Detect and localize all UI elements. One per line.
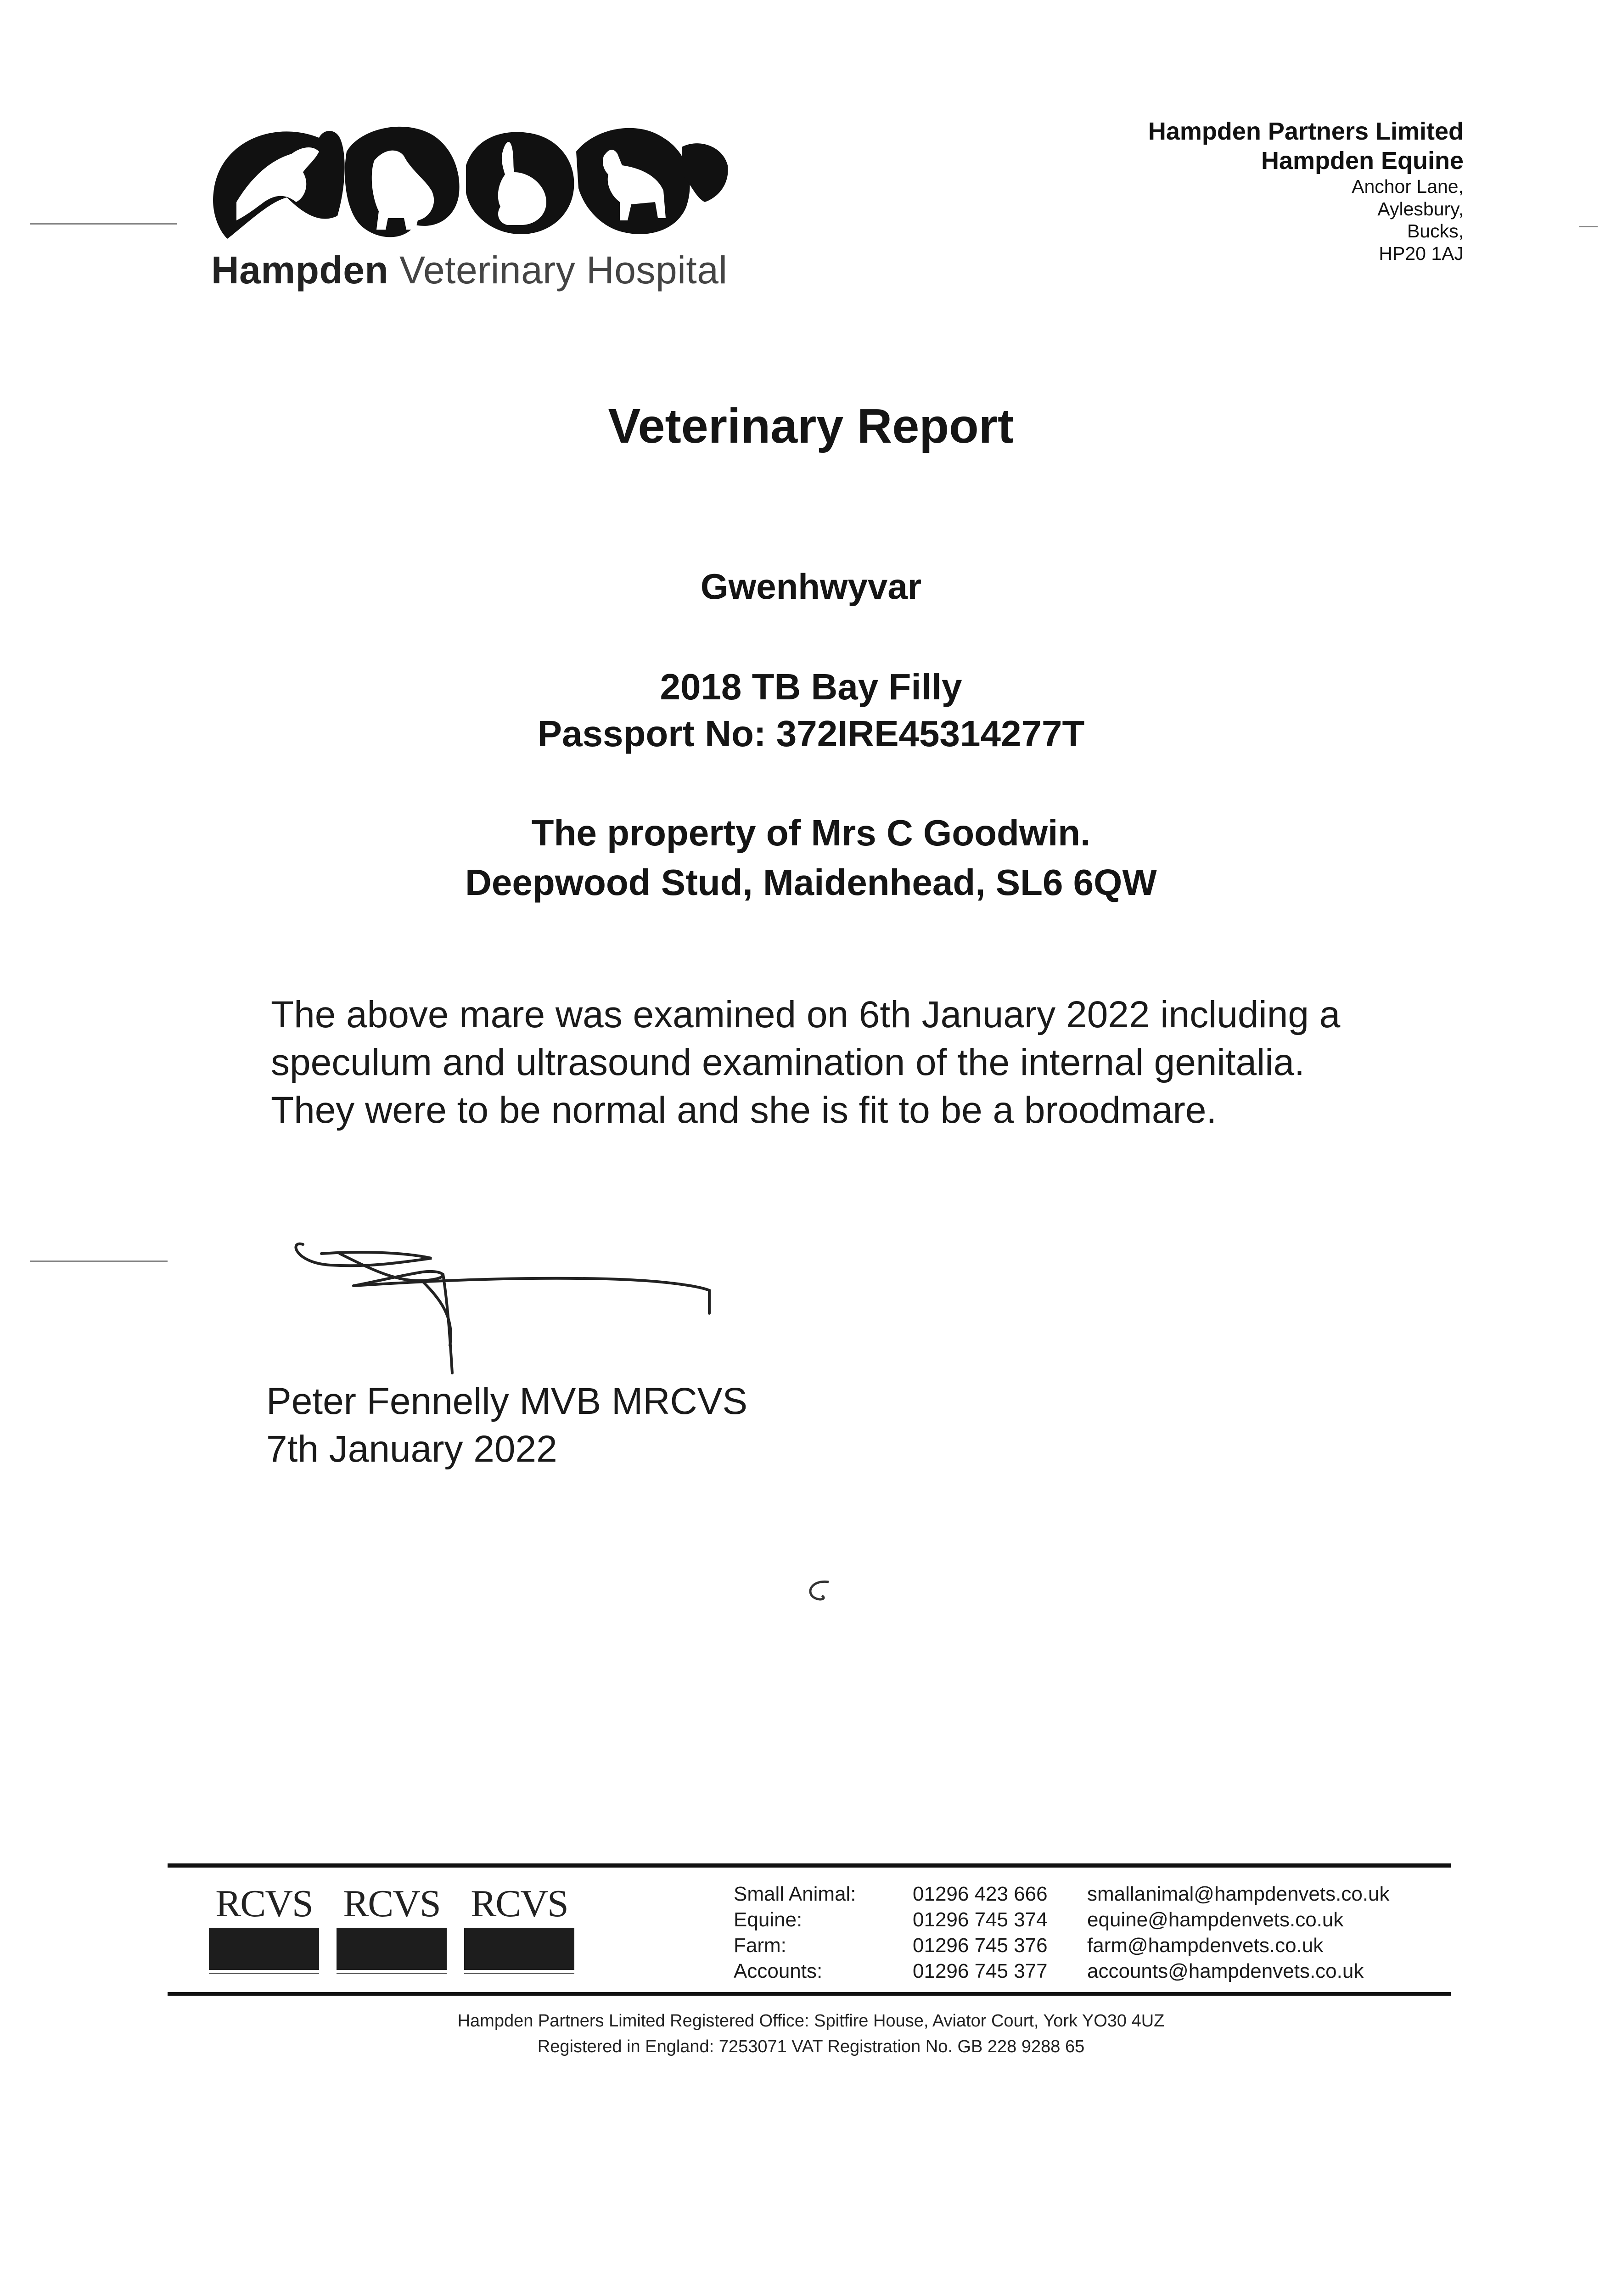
scan-edge-mark [30,1261,168,1262]
signatory-name: Peter Fennelly MVB MRCVS [266,1380,748,1422]
address-line: HP20 1AJ [1379,242,1464,264]
department: Accounts: [734,1960,823,1982]
address-line: Aylesbury, [1377,198,1464,219]
rcvs-badge [332,1882,451,1985]
logo-word-veterinary-hospital: Veterinary Hospital [399,248,728,292]
phone-number: 01296 423 666 [913,1883,1048,1905]
phone-number: 01296 745 374 [913,1908,1048,1931]
hospital-logo-wordmark [211,248,728,293]
rcvs-logo: RCVS [343,1882,440,1925]
horse-details [0,664,1622,758]
hospital-logo-animals [209,110,730,248]
rcvs-badge [204,1882,324,1985]
passport-number: Passport No: 372IRE45314277T [537,713,1085,754]
signature-block [266,1378,747,1473]
rcvs-badge [460,1882,579,1985]
contact-table [734,1881,1390,1984]
contact-directory [734,1881,1390,1984]
company-name: Hampden Partners Limited [1148,118,1464,145]
registered-office: Hampden Partners Limited Registered Office: Spitfire House, Aviator Court, York YO30 4UZ [457,2011,1165,2031]
stray-pen-mark [801,1577,842,1609]
body-line: The above mare was examined on 6th January 2022 including a [271,994,1341,1035]
rcvs-accreditation-badges [204,1882,579,1985]
contact-row [734,1933,1390,1958]
phone-number: 01296 745 377 [913,1960,1048,1982]
scan-edge-mark [1579,226,1598,227]
letterhead-address [1148,117,1464,264]
body-line: speculum and ultrasound examination of the internal genitalia. [271,1041,1305,1084]
address-line: Anchor Lane, [1352,176,1464,197]
address-line: Bucks, [1407,220,1464,242]
contact-row [734,1958,1390,1984]
handwritten-signature [285,1226,744,1391]
horse-description: 2018 TB Bay Filly [660,666,962,707]
phone-number: 01296 745 376 [913,1934,1048,1957]
department: Farm: [734,1934,786,1957]
owner-details [0,808,1622,907]
logo-word-hampden: Hampden [211,248,389,292]
email-address: farm@hampdenvets.co.uk [1087,1934,1324,1957]
page-title: Veterinary Report [608,399,1014,453]
signature-date: 7th January 2022 [266,1428,557,1470]
body-line: They were to be normal and she is fit to be a broodmare. [271,1089,1217,1131]
contact-row [734,1881,1390,1907]
email-address: smallanimal@hampdenvets.co.uk [1087,1883,1390,1905]
department: Small Animal: [734,1883,856,1905]
email-address: accounts@hampdenvets.co.uk [1087,1960,1364,1982]
report-body [271,991,1396,1134]
division-name: Hampden Equine [1261,146,1464,174]
footer-divider-top [168,1863,1451,1868]
contact-row [734,1907,1390,1933]
registration-details [0,2008,1622,2060]
department: Equine: [734,1908,803,1931]
footer-divider-bottom [168,1992,1451,1996]
rcvs-logo: RCVS [215,1882,313,1925]
owner-line: The property of Mrs C Goodwin. [531,812,1091,853]
horse-name: Gwenhwyvar [700,566,922,607]
rcvs-logo: RCVS [471,1882,568,1925]
email-address: equine@hampdenvets.co.uk [1087,1908,1344,1931]
company-registration: Registered in England: 7253071 VAT Registration No. GB 228 9288 65 [537,2037,1085,2056]
scan-edge-mark [30,223,177,225]
owner-address: Deepwood Stud, Maidenhead, SL6 6QW [465,862,1157,903]
